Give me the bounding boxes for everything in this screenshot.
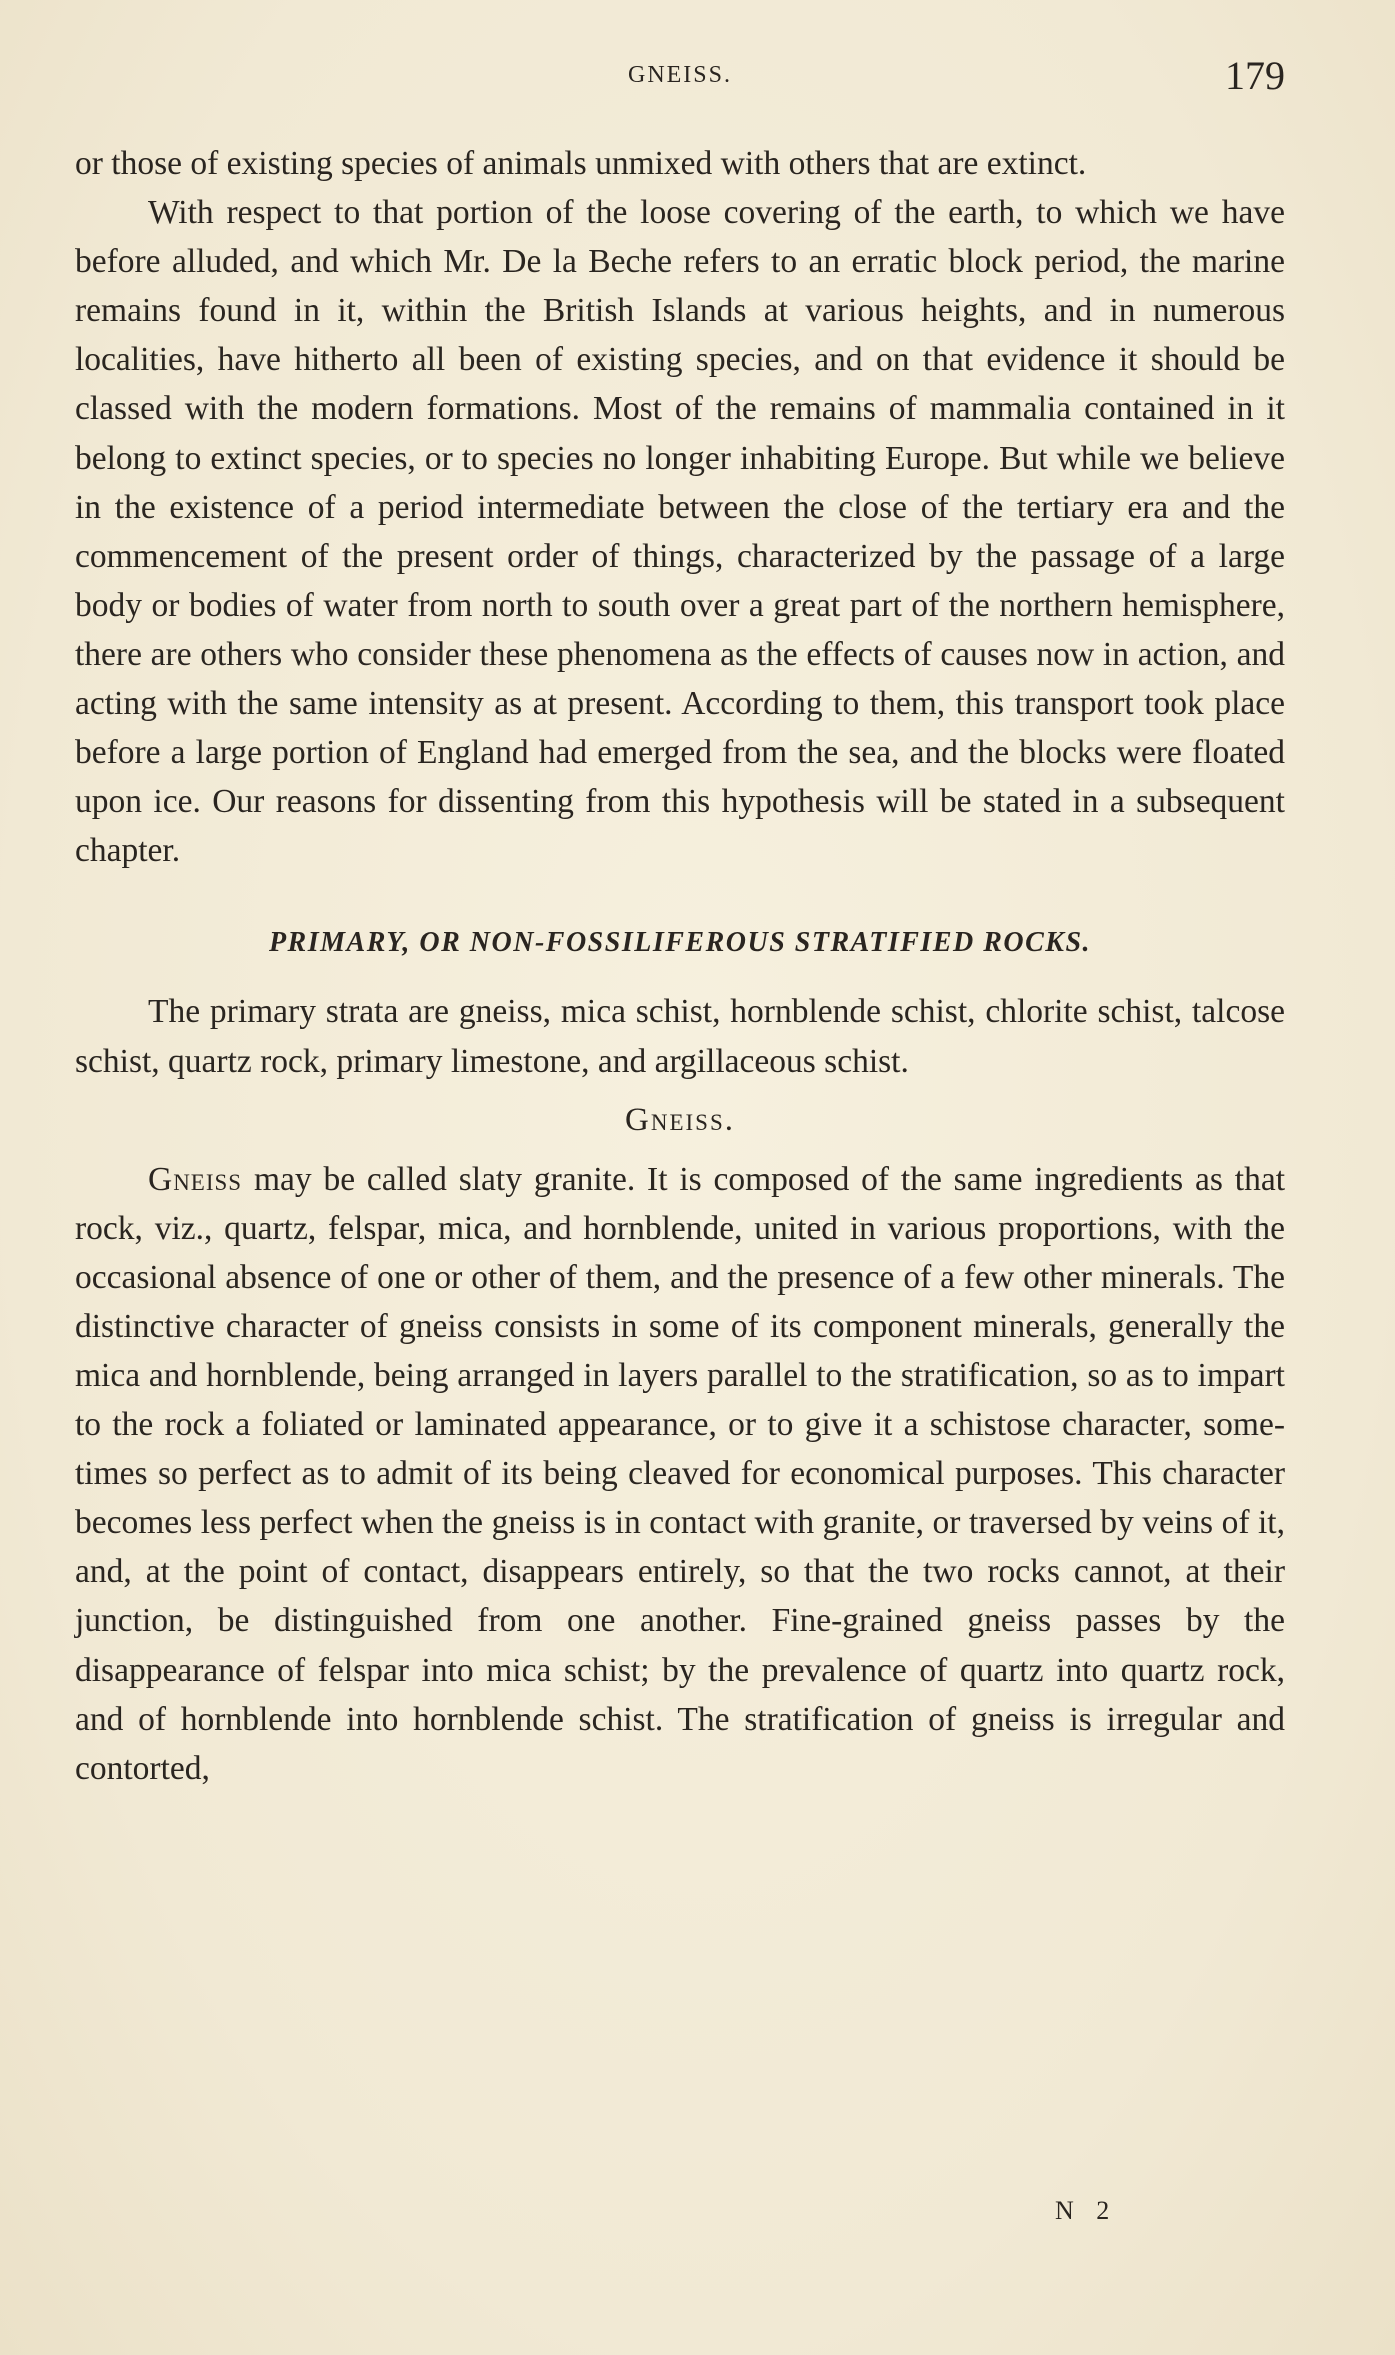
paragraph-gneiss (75, 1155, 1285, 1793)
section-heading: PRIMARY, OR NON-FOSSILIFEROUS STRATIFIED ROCKS. (268, 927, 1092, 959)
paragraph-gneiss-text: may be called slaty granite. It is composed of the same ingredients as that rock, viz., quartz, felspar, mica, and hornblende, united in various proportions, with the occasional absence of one or other of them, and the presence of a few other minerals. The distinctive character of gneiss consists in some of its component minerals, generally the mica and hornblende, being arranged in layers parallel to the stratification, so as to impart to the rock a foliated or laminated appearance, or to give it a schistose character, sometimes so perfect as to admit of its being cleaved for economical purposes. This character becomes less perfect when the gneiss is in contact with granite, or traversed by veins of it, and, at the point of contact, disappears entirely, so that the two rocks cannot, at their junction, be distinguished from one another. Fine-grained gneiss passes by the disappearance of felspar into mica schist; by the prevalence of quartz into quartz rock, and of hornblende into hornblende schist. The stratification of gneiss is irregular and contorted, (75, 1160, 1285, 1787)
sub-heading-gneiss: Gneiss. (625, 1101, 735, 1138)
lead-word: Gneiss (148, 1160, 243, 1198)
paragraph-primary-strata: The primary strata are gneiss, mica schist, hornblende schist, chlorite schist, talcose schist, quartz rock, primary limestone, and argillaceous schist. (75, 993, 1285, 1080)
running-title: GNEISS. (627, 62, 732, 88)
page-number: 179 (1225, 53, 1285, 98)
running-head (75, 52, 1285, 102)
signature-mark: N 2 (1055, 2196, 1118, 2225)
paragraph-erratic-block: With respect to that portion of the loose covering of the earth, to which we have before alluded, and which Mr. De la Beche refers to an erratic block period, the marine remains found in it, within the British Islands at various heights, and in numerous localities, have hitherto all been of existing species, and on that evidence it should be classed with the modern formations. Most of the remains of mammalia contained in it belong to extinct species, or to species no longer inhabiting Europe. But while we believe in the existence of a period intermediate between the close of the tertiary era and the commencement of the present order of things, characterized by the passage of a large body or bodies of water from north to south over a great part of the northern hemisphere, there are others who consider these phenomena as the effects of causes now in action, and acting with the same intensity as at present. According to them, this transport took place before a large portion of England had emerged from the sea, and the blocks were floated upon ice. Our reasons for dissenting from this hypothesis will be stated in a subsequent chapter. (75, 194, 1285, 870)
body-text (75, 139, 1285, 1793)
paragraph-continuation: or those of existing species of animals unmixed with others that are extinct. (75, 145, 1087, 182)
